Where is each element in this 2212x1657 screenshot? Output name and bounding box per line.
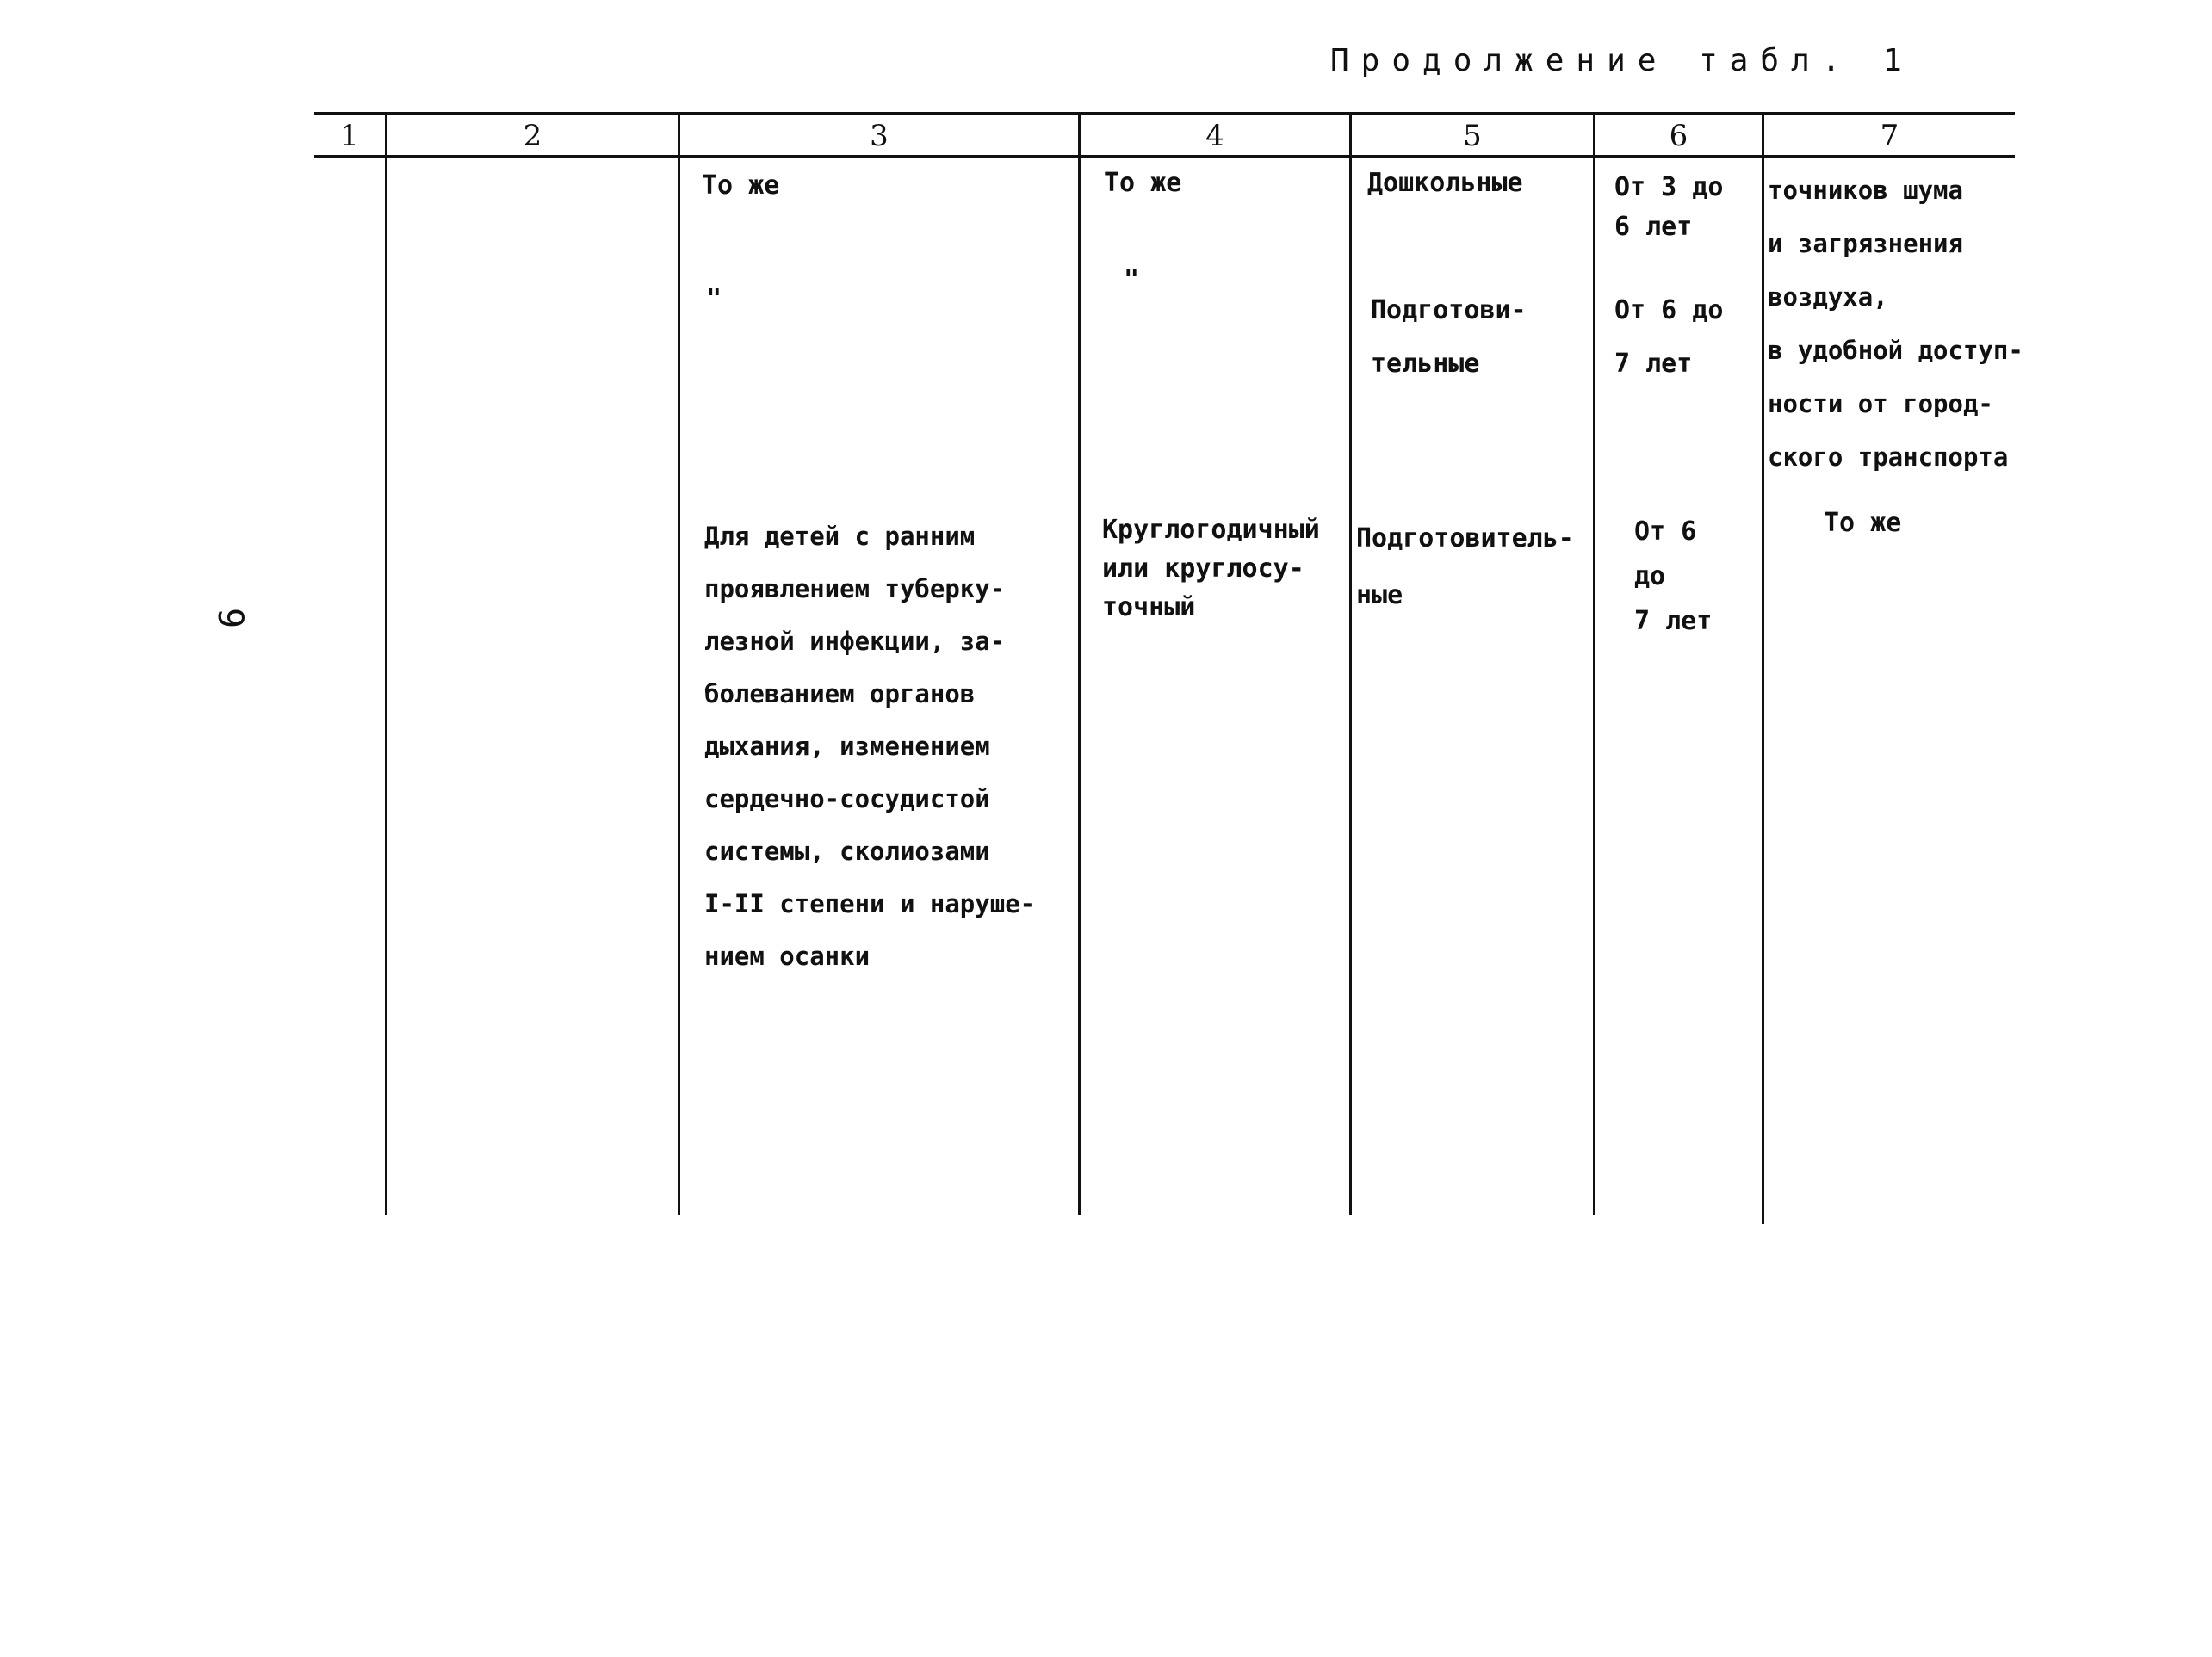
page-number: 9 bbox=[210, 607, 251, 629]
row-a-col3-line1: То же bbox=[702, 170, 780, 201]
row-a-col7-text: точников шума и загрязнения воздуха, в удобной доступ- ности от город- ского транспорта bbox=[1768, 176, 2023, 472]
row-a-col3-ditto: " bbox=[706, 284, 722, 314]
row-a-col6-line2: От 6 до 7 лет bbox=[1614, 295, 1724, 379]
column-header-7: 7 bbox=[1880, 119, 1899, 153]
column-header-5: 5 bbox=[1463, 119, 1482, 153]
continuation-label: Продолжение табл. 1 bbox=[1330, 43, 1914, 78]
column-divider-5-6 bbox=[1593, 114, 1595, 1215]
column-header-3: 3 bbox=[870, 119, 889, 153]
row-a-col5-line1: Дошкольные bbox=[1367, 168, 1523, 198]
row-b-col4-text: Круглогодичный или круглосу- точный bbox=[1102, 515, 1320, 622]
column-divider-1-2 bbox=[385, 114, 387, 1215]
column-divider-3-4 bbox=[1078, 114, 1081, 1215]
column-header-1: 1 bbox=[340, 119, 359, 153]
column-divider-4-5 bbox=[1349, 114, 1352, 1215]
column-divider-6-7 bbox=[1762, 114, 1764, 1224]
row-b-col3-text: Для детей с ранним проявлением туберку- лезной инфекции, за- болеванием органов дыхания, изменением сердечно-сосудистой системы, сколиозами I-II степени и наруше- нием осанки bbox=[704, 522, 1036, 971]
row-b-col6-text: От 6 до 7 лет bbox=[1634, 516, 1713, 636]
column-header-6: 6 bbox=[1669, 119, 1688, 153]
row-a-col4-ditto: " bbox=[1124, 265, 1140, 295]
column-header-4: 4 bbox=[1205, 119, 1224, 153]
row-a-col6-line1: От 3 до 6 лет bbox=[1614, 172, 1724, 242]
row-a-col4-line1: То же bbox=[1104, 168, 1182, 198]
row-b-col7-text: То же bbox=[1824, 508, 1902, 538]
row-a-col5-line2: Подготови- тельные bbox=[1371, 295, 1527, 379]
column-divider-2-3 bbox=[678, 114, 680, 1215]
table-top-rule bbox=[314, 112, 2015, 115]
header-bottom-rule bbox=[314, 155, 2015, 158]
column-header-2: 2 bbox=[523, 119, 542, 153]
row-b-col5-text: Подготовитель- ные bbox=[1356, 523, 1574, 610]
